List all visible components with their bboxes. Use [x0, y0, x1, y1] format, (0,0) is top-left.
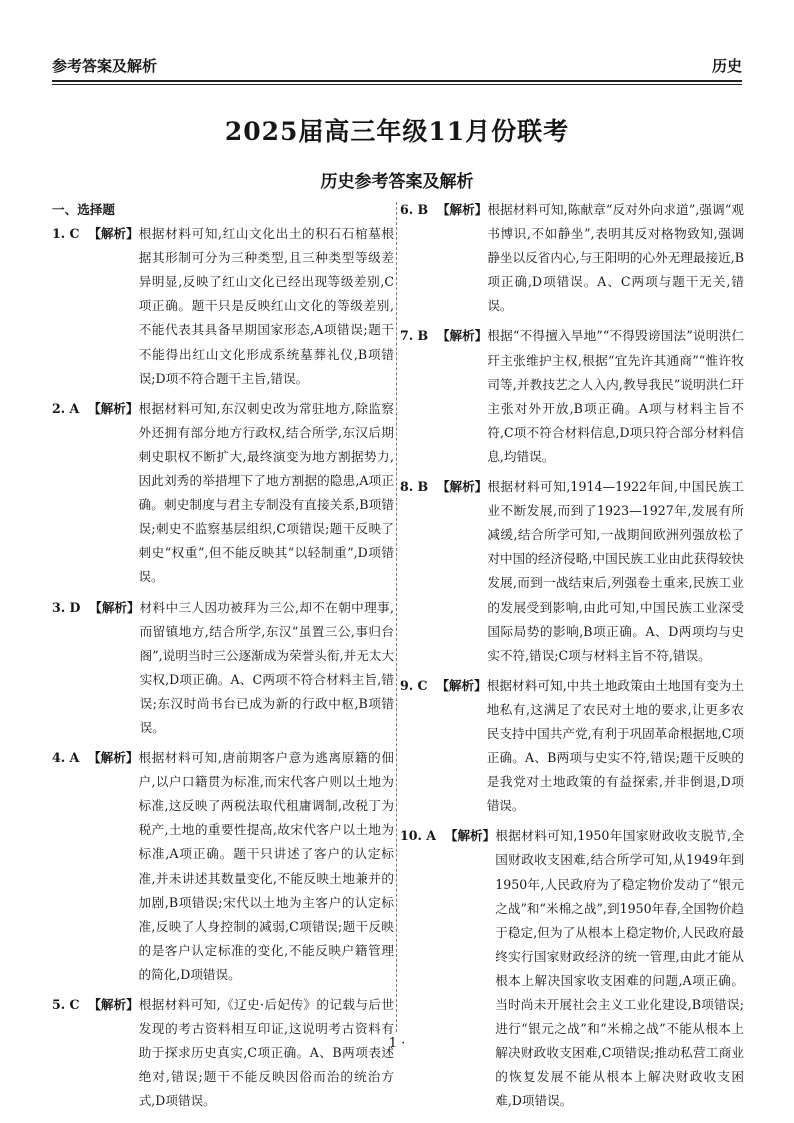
right-column	[400, 198, 744, 1119]
answer-item	[52, 596, 394, 741]
answer-item	[52, 746, 394, 987]
section-heading: 一、选择题	[52, 202, 115, 217]
analysis-tag: 【解析】	[88, 226, 139, 242]
analysis-tag: 【解析】	[89, 599, 140, 615]
header-subject: 历史	[711, 57, 742, 75]
item-number: 4. A	[52, 750, 89, 766]
item-text: 根据材料可知,东汉刺史改为常驻地方,除监察外还拥有部分地方行政权,结合所学,东汉后期刺史职权不断扩大,最终演变为地方割据势力,因此刘秀的举措埋下了地方割据的隐患,A项正确。刺史制度与君主专制没有直接关系,B项错误;刺史不监察基层组织,C项错误;题干反映了刺史“权重”,但不能反映其“以轻制重”,D项错误。	[138, 400, 394, 585]
exam-title: 2025届高三年级11月份联考	[224, 117, 570, 146]
answer-item	[52, 397, 394, 590]
analysis-tag: 【解析】	[88, 997, 139, 1012]
item-number: 6. B	[400, 202, 437, 217]
item-text: 根据材料可知,唐前期客户意为逃离原籍的佃户,以户口籍贯为标准,而宋代客户则以土地为标准,这反映了两税法取代租庸调制,改税丁为税产,土地的重要性提高,故宋代客户以土地为标准,A项正确。题干只讲述了客户的认定标准,并未讲述其数量变化,不能反映土地兼并的加剧,B项错误;宋代以土地为主客户的认定标准,反映了人身控制的减弱,C项错误;题干反映的是客户认定标准的变化,不能反映户籍管理的简化,D项错误。	[138, 750, 394, 982]
item-text: 根据“不得擅入旱地”“不得毁谤国法”说明洪仁玕主张维护主权,根据“宜先许其通商”“惟许牧司等,并教技艺之人入内,教导我民”说明洪仁玕主张对外开放,B项正确。A项与材料主旨不符,C项不符合材料信息,D项只符合部分材料信息,均错误。	[487, 328, 744, 464]
answer-item	[400, 674, 744, 819]
item-text: 根据材料可知,红山文化出土的积石石棺墓根据其形制可分为三种类型,且三种类型等级差异明显,反映了红山文化已经出现等级差别,C项正确。题干只是反映红山文化的等级差别,不能代表其具备早期国家形态,A项错误;题干不能得出红山文化形成系统墓葬礼仪,B项错误;D项不符合题干主旨,错误。	[138, 226, 394, 386]
item-number: 5. C	[52, 997, 89, 1012]
analysis-tag: 【解析】	[436, 328, 488, 344]
analysis-tag: 【解析】	[88, 750, 139, 766]
analysis-tag: 【解析】	[436, 677, 487, 693]
item-text: 根据材料可知,1950年国家财政收支脱节,全国财政收支困难,结合所学可知,从1949年到1950年,人民政府为了稳定物价发动了“银元之战”和“米棉之战”,到1950年春,全国物价趋于稳定,但为了从根本上稳定物价,人民政府最终实行国家财政经济的统一管理,由此才能从根本上解决国家收支困难的问题,A项正确。当时尚未开展社会主义工业化建设,B项错误;进行“银元之战”和“米棉之战”不能从根本上解决财政收支困难,C项错误;推动私营工商业的恢复发展不能从根本上解决财政收支困难,D项错误。	[495, 828, 744, 1109]
item-number: 3. D	[52, 599, 90, 615]
item-text: 根据材料可知,中共土地政策由土地国有变为土地私有,这满足了农民对土地的要求,让更多农民支持中国共产党,有利于巩固革命根据地,C项正确。A、B两项与史实不符,错误;题干反映的是我党对土地政策的有益探索,并非倒退,D项错误。	[486, 677, 744, 814]
item-text: 根据材料可知,1914—1922年间,中国民族工业不断发展,而到了1923—1927年,发展有所减缓,结合所学可知,一战期间欧洲列强放松了对中国的经济侵略,中国民族工业由此获得较快发展,而到一战结束后,列强卷土重来,民族工业的发展受到影响,由此可知,中国民族工业深受国际局势的影响,B项正确。A、D两项均与史实不符,错误;C项与材料主旨不符,错误。	[487, 479, 744, 663]
item-number: 1. C	[52, 226, 89, 242]
analysis-tag: 【解析】	[444, 828, 496, 844]
column-divider	[396, 202, 397, 1032]
header-rule-thin	[52, 84, 742, 85]
item-text: 材料中三人因功被拜为三公,却不在朝中理事,而留镇地方,结合所学,东汉“虽置三公,事归台阁”,说明当时三公逐渐成为荣誉头衔,并无太大实权,D项正确。A、C两项不符合材料主旨,错误;东汉时尚书台已成为新的行政中枢,B项错误。	[139, 599, 394, 735]
item-number: 10. A	[400, 828, 445, 844]
item-text: 根据材料可知,陈献章“反对外向求道”,强调“观书博识,不如静坐”,表明其反对格物致知,强调静坐以反省内心,与王阳明的心外无理最接近,B项正确,D项错误。A、C两项与题干无关,错误。	[487, 202, 744, 314]
page-number: 1 ·	[388, 1036, 406, 1051]
item-number: 2. A	[52, 400, 89, 416]
item-text: 根据材料可知,《辽史·后妃传》的记载与后世发现的考古资料相互印证,这说明考古资料有助于探求历史真实,C项正确。A、B两项表述绝对,错误;题干不能反映因俗而治的统治方式,D项错误。	[138, 997, 394, 1109]
answer-item	[400, 324, 744, 469]
analysis-tag: 【解析】	[436, 479, 488, 495]
header-rule	[52, 80, 742, 82]
item-number: 9. C	[400, 677, 437, 693]
answer-item	[52, 222, 394, 391]
page-header	[52, 56, 742, 76]
answer-item	[52, 993, 394, 1113]
answer-item	[400, 198, 744, 318]
header-left-label: 参考答案及解析	[52, 57, 158, 75]
answer-item	[400, 475, 744, 668]
analysis-tag: 【解析】	[436, 202, 488, 217]
left-column	[52, 198, 394, 1119]
exam-subtitle: 历史参考答案及解析	[320, 172, 474, 192]
item-number: 8. B	[400, 479, 437, 495]
answer-item	[400, 824, 744, 1113]
analysis-tag: 【解析】	[88, 400, 139, 416]
item-number: 7. B	[400, 328, 437, 344]
